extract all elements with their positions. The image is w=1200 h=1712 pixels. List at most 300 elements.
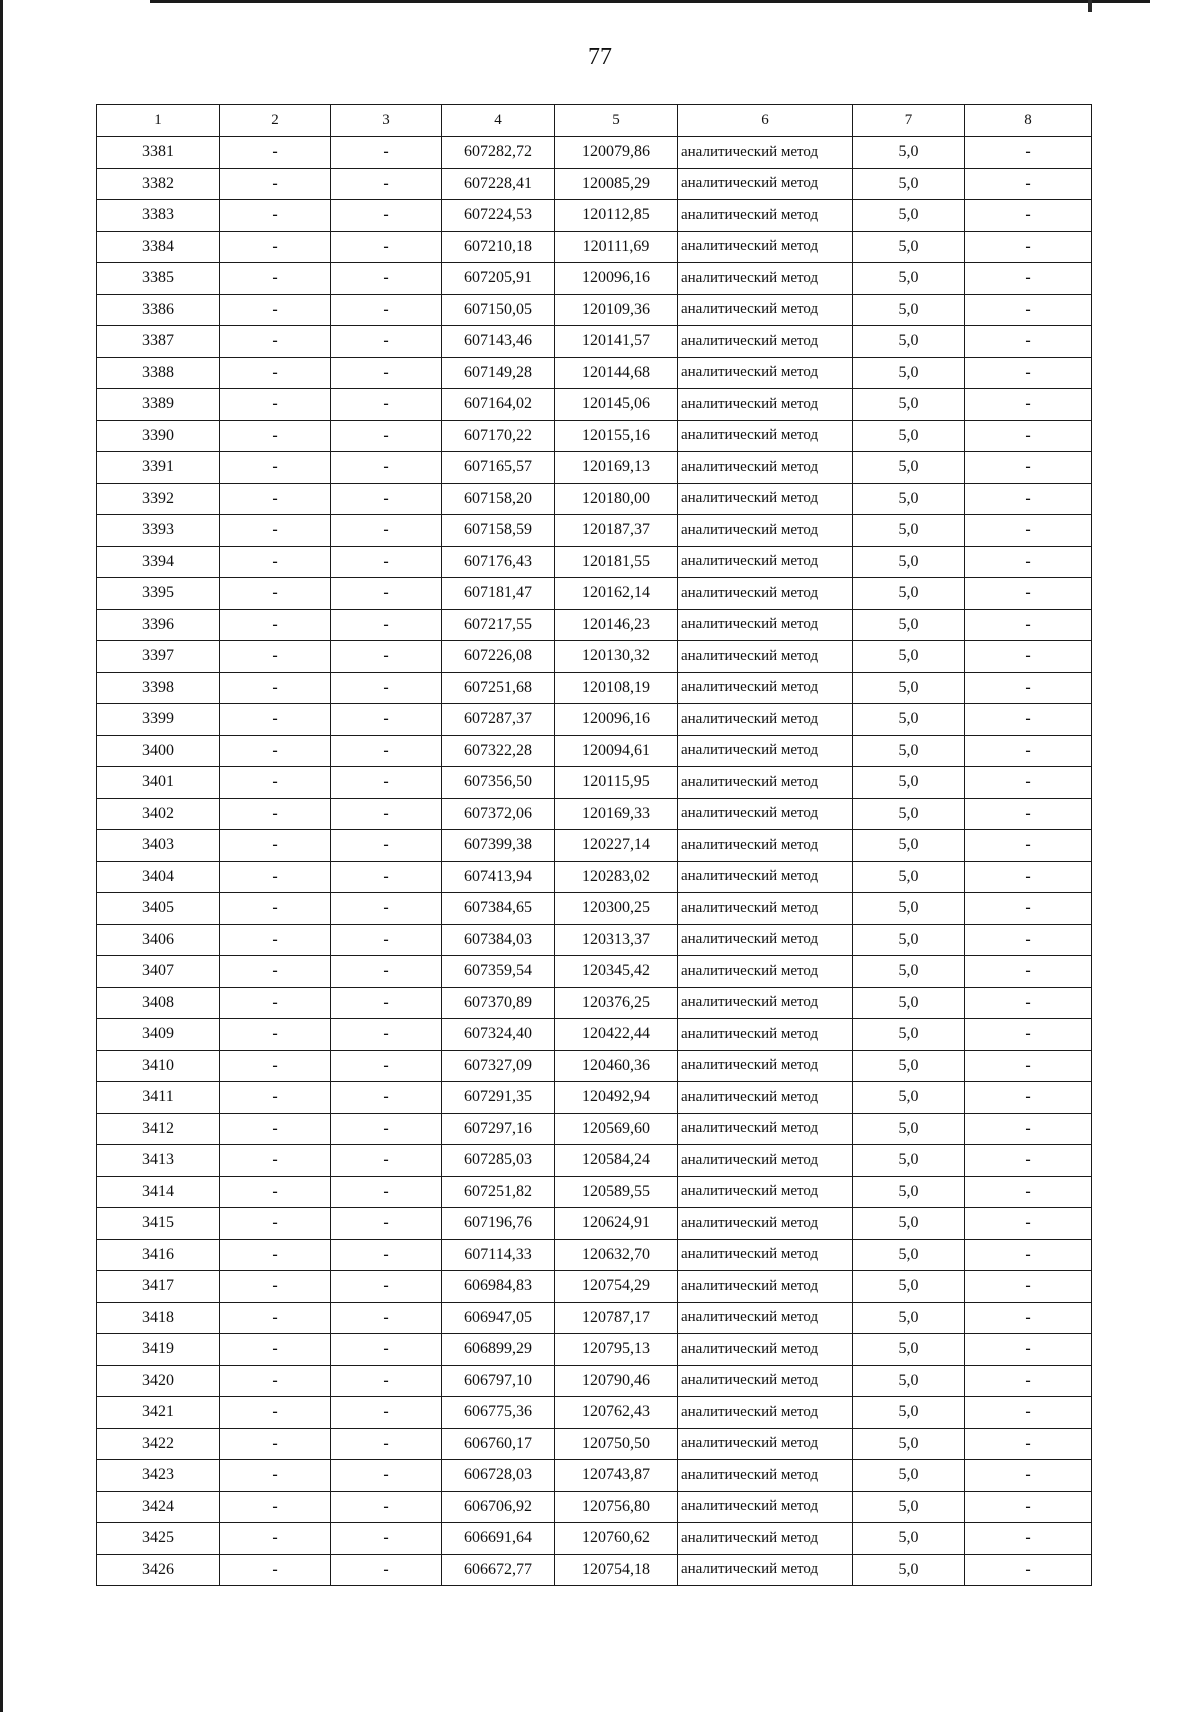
accuracy-cell: 5,0 [853,1019,965,1051]
x-coordinate-cell: 607384,65 [442,893,555,925]
point-number-cell: 3426 [97,1554,220,1586]
point-number-cell: 3384 [97,231,220,263]
method-cell: аналитический метод [678,357,853,389]
table-row [97,1145,1092,1177]
accuracy-cell: 5,0 [853,1460,965,1492]
method-cell: аналитический метод [678,168,853,200]
point-number-cell: 3421 [97,1397,220,1429]
accuracy-cell: 5,0 [853,1145,965,1177]
x-coordinate-cell: 607356,50 [442,767,555,799]
table-row [97,231,1092,263]
table-row [97,767,1092,799]
table-row [97,1176,1092,1208]
col8-cell: - [965,1491,1092,1523]
col2-cell: - [220,231,331,263]
col2-cell: - [220,1523,331,1555]
table-row [97,1554,1092,1586]
point-number-cell: 3392 [97,483,220,515]
x-coordinate-cell: 607399,38 [442,830,555,862]
method-cell: аналитический метод [678,452,853,484]
col2-cell: - [220,1176,331,1208]
x-coordinate-cell: 607170,22 [442,420,555,452]
y-coordinate-cell: 120141,57 [555,326,678,358]
col3-cell: - [331,1239,442,1271]
method-cell: аналитический метод [678,1491,853,1523]
point-number-cell: 3395 [97,578,220,610]
col3-cell: - [331,956,442,988]
col2-cell: - [220,1019,331,1051]
col8-cell: - [965,609,1092,641]
col2-cell: - [220,515,331,547]
y-coordinate-cell: 120632,70 [555,1239,678,1271]
x-coordinate-cell: 607224,53 [442,200,555,232]
col2-cell: - [220,1365,331,1397]
col3-cell: - [331,200,442,232]
col8-cell: - [965,263,1092,295]
col8-cell: - [965,389,1092,421]
x-coordinate-cell: 607210,18 [442,231,555,263]
col8-cell: - [965,1082,1092,1114]
point-number-cell: 3396 [97,609,220,641]
accuracy-cell: 5,0 [853,263,965,295]
col3-cell: - [331,168,442,200]
y-coordinate-cell: 120079,86 [555,137,678,169]
col3-cell: - [331,1019,442,1051]
col8-cell: - [965,861,1092,893]
col2-cell: - [220,326,331,358]
col3-cell: - [331,357,442,389]
point-number-cell: 3387 [97,326,220,358]
table-row [97,483,1092,515]
method-cell: аналитический метод [678,389,853,421]
x-coordinate-cell: 607228,41 [442,168,555,200]
x-coordinate-cell: 607297,16 [442,1113,555,1145]
accuracy-cell: 5,0 [853,1271,965,1303]
col2-cell: - [220,452,331,484]
method-cell: аналитический метод [678,1554,853,1586]
col8-cell: - [965,1019,1092,1051]
x-coordinate-cell: 607324,40 [442,1019,555,1051]
method-cell: аналитический метод [678,704,853,736]
col8-cell: - [965,1113,1092,1145]
method-cell: аналитический метод [678,924,853,956]
col3-cell: - [331,1208,442,1240]
x-coordinate-cell: 607226,08 [442,641,555,673]
col3-cell: - [331,294,442,326]
y-coordinate-cell: 120181,55 [555,546,678,578]
table-row [97,672,1092,704]
method-cell: аналитический метод [678,1019,853,1051]
col3-cell: - [331,1113,442,1145]
col2-cell: - [220,357,331,389]
col3-cell: - [331,609,442,641]
table-header-row [97,105,1092,137]
point-number-cell: 3391 [97,452,220,484]
y-coordinate-cell: 120108,19 [555,672,678,704]
method-cell: аналитический метод [678,1145,853,1177]
y-coordinate-cell: 120146,23 [555,609,678,641]
y-coordinate-cell: 120589,55 [555,1176,678,1208]
col3-cell: - [331,704,442,736]
col8-cell: - [965,1239,1092,1271]
accuracy-cell: 5,0 [853,1208,965,1240]
point-number-cell: 3416 [97,1239,220,1271]
x-coordinate-cell: 607158,59 [442,515,555,547]
method-cell: аналитический метод [678,861,853,893]
y-coordinate-cell: 120795,13 [555,1334,678,1366]
col3-cell: - [331,263,442,295]
accuracy-cell: 5,0 [853,704,965,736]
point-number-cell: 3424 [97,1491,220,1523]
table-row [97,326,1092,358]
method-cell: аналитический метод [678,1428,853,1460]
table-row [97,956,1092,988]
y-coordinate-cell: 120760,62 [555,1523,678,1555]
col2-cell: - [220,1334,331,1366]
table-row [97,861,1092,893]
col3-cell: - [331,893,442,925]
col2-cell: - [220,798,331,830]
point-number-cell: 3412 [97,1113,220,1145]
y-coordinate-cell: 120145,06 [555,389,678,421]
table-row [97,263,1092,295]
col2-cell: - [220,389,331,421]
x-coordinate-cell: 607372,06 [442,798,555,830]
table-row [97,1334,1092,1366]
col2-cell: - [220,420,331,452]
col8-cell: - [965,1176,1092,1208]
x-coordinate-cell: 607322,28 [442,735,555,767]
col8-cell: - [965,798,1092,830]
x-coordinate-cell: 606691,64 [442,1523,555,1555]
col3-cell: - [331,1428,442,1460]
point-number-cell: 3417 [97,1271,220,1303]
x-coordinate-cell: 607181,47 [442,578,555,610]
table-row [97,1302,1092,1334]
point-number-cell: 3381 [97,137,220,169]
col3-cell: - [331,1554,442,1586]
column-header: 1 [97,105,220,137]
col2-cell: - [220,987,331,1019]
col2-cell: - [220,200,331,232]
x-coordinate-cell: 607282,72 [442,137,555,169]
x-coordinate-cell: 606760,17 [442,1428,555,1460]
y-coordinate-cell: 120754,18 [555,1554,678,1586]
accuracy-cell: 5,0 [853,609,965,641]
accuracy-cell: 5,0 [853,830,965,862]
col8-cell: - [965,420,1092,452]
col8-cell: - [965,1271,1092,1303]
method-cell: аналитический метод [678,1271,853,1303]
col2-cell: - [220,672,331,704]
table-row [97,609,1092,641]
x-coordinate-cell: 607196,76 [442,1208,555,1240]
col3-cell: - [331,1050,442,1082]
point-number-cell: 3406 [97,924,220,956]
point-number-cell: 3403 [97,830,220,862]
table-row [97,704,1092,736]
point-number-cell: 3413 [97,1145,220,1177]
point-number-cell: 3410 [97,1050,220,1082]
col3-cell: - [331,1365,442,1397]
y-coordinate-cell: 120109,36 [555,294,678,326]
col3-cell: - [331,672,442,704]
col3-cell: - [331,1460,442,1492]
accuracy-cell: 5,0 [853,672,965,704]
col3-cell: - [331,326,442,358]
x-coordinate-cell: 607114,33 [442,1239,555,1271]
column-header: 3 [331,105,442,137]
accuracy-cell: 5,0 [853,389,965,421]
col3-cell: - [331,1491,442,1523]
y-coordinate-cell: 120460,36 [555,1050,678,1082]
table-row [97,546,1092,578]
method-cell: аналитический метод [678,1050,853,1082]
method-cell: аналитический метод [678,1460,853,1492]
col2-cell: - [220,641,331,673]
table-row [97,1397,1092,1429]
page-number: 77 [588,44,612,70]
accuracy-cell: 5,0 [853,1397,965,1429]
col8-cell: - [965,200,1092,232]
method-cell: аналитический метод [678,137,853,169]
x-coordinate-cell: 607370,89 [442,987,555,1019]
point-number-cell: 3408 [97,987,220,1019]
point-number-cell: 3400 [97,735,220,767]
col8-cell: - [965,578,1092,610]
col3-cell: - [331,830,442,862]
accuracy-cell: 5,0 [853,1365,965,1397]
col3-cell: - [331,987,442,1019]
accuracy-cell: 5,0 [853,1554,965,1586]
method-cell: аналитический метод [678,546,853,578]
x-coordinate-cell: 606947,05 [442,1302,555,1334]
point-number-cell: 3402 [97,798,220,830]
y-coordinate-cell: 120762,43 [555,1397,678,1429]
col8-cell: - [965,483,1092,515]
col3-cell: - [331,1082,442,1114]
point-number-cell: 3404 [97,861,220,893]
point-number-cell: 3399 [97,704,220,736]
accuracy-cell: 5,0 [853,483,965,515]
col3-cell: - [331,1523,442,1555]
y-coordinate-cell: 120283,02 [555,861,678,893]
column-header: 2 [220,105,331,137]
col2-cell: - [220,1050,331,1082]
col2-cell: - [220,767,331,799]
table-row [97,830,1092,862]
table-row [97,357,1092,389]
method-cell: аналитический метод [678,798,853,830]
x-coordinate-cell: 607149,28 [442,357,555,389]
col8-cell: - [965,767,1092,799]
table-row [97,137,1092,169]
point-number-cell: 3382 [97,168,220,200]
accuracy-cell: 5,0 [853,1302,965,1334]
accuracy-cell: 5,0 [853,326,965,358]
y-coordinate-cell: 120155,16 [555,420,678,452]
page-corner-mark [1088,0,1092,12]
col8-cell: - [965,546,1092,578]
x-coordinate-cell: 606706,92 [442,1491,555,1523]
col2-cell: - [220,168,331,200]
col8-cell: - [965,704,1092,736]
col2-cell: - [220,735,331,767]
method-cell: аналитический метод [678,1365,853,1397]
col8-cell: - [965,924,1092,956]
x-coordinate-cell: 606728,03 [442,1460,555,1492]
x-coordinate-cell: 607158,20 [442,483,555,515]
col2-cell: - [220,1082,331,1114]
table-row [97,1082,1092,1114]
method-cell: аналитический метод [678,735,853,767]
accuracy-cell: 5,0 [853,294,965,326]
x-coordinate-cell: 607143,46 [442,326,555,358]
col2-cell: - [220,1491,331,1523]
y-coordinate-cell: 120756,80 [555,1491,678,1523]
point-number-cell: 3397 [97,641,220,673]
x-coordinate-cell: 606899,29 [442,1334,555,1366]
col3-cell: - [331,1302,442,1334]
accuracy-cell: 5,0 [853,735,965,767]
accuracy-cell: 5,0 [853,515,965,547]
x-coordinate-cell: 607384,03 [442,924,555,956]
col2-cell: - [220,546,331,578]
method-cell: аналитический метод [678,1082,853,1114]
col3-cell: - [331,641,442,673]
accuracy-cell: 5,0 [853,1113,965,1145]
col2-cell: - [220,861,331,893]
y-coordinate-cell: 120754,29 [555,1271,678,1303]
table-row [97,1239,1092,1271]
col8-cell: - [965,1050,1092,1082]
method-cell: аналитический метод [678,830,853,862]
y-coordinate-cell: 120112,85 [555,200,678,232]
method-cell: аналитический метод [678,956,853,988]
x-coordinate-cell: 606672,77 [442,1554,555,1586]
col3-cell: - [331,1271,442,1303]
col2-cell: - [220,483,331,515]
accuracy-cell: 5,0 [853,924,965,956]
col8-cell: - [965,1208,1092,1240]
point-number-cell: 3401 [97,767,220,799]
table-row [97,1460,1092,1492]
point-number-cell: 3409 [97,1019,220,1051]
table-row [97,987,1092,1019]
point-number-cell: 3414 [97,1176,220,1208]
col2-cell: - [220,830,331,862]
method-cell: аналитический метод [678,231,853,263]
col8-cell: - [965,1460,1092,1492]
col3-cell: - [331,1145,442,1177]
col2-cell: - [220,1208,331,1240]
col8-cell: - [965,987,1092,1019]
point-number-cell: 3394 [97,546,220,578]
y-coordinate-cell: 120492,94 [555,1082,678,1114]
col8-cell: - [965,1428,1092,1460]
accuracy-cell: 5,0 [853,641,965,673]
y-coordinate-cell: 120569,60 [555,1113,678,1145]
col2-cell: - [220,704,331,736]
table-row [97,420,1092,452]
column-header: 4 [442,105,555,137]
table-row [97,735,1092,767]
y-coordinate-cell: 120376,25 [555,987,678,1019]
table-row [97,1523,1092,1555]
accuracy-cell: 5,0 [853,1176,965,1208]
y-coordinate-cell: 120300,25 [555,893,678,925]
col3-cell: - [331,1334,442,1366]
method-cell: аналитический метод [678,1397,853,1429]
y-coordinate-cell: 120115,95 [555,767,678,799]
point-number-cell: 3385 [97,263,220,295]
table-row [97,1271,1092,1303]
column-header: 6 [678,105,853,137]
x-coordinate-cell: 607413,94 [442,861,555,893]
accuracy-cell: 5,0 [853,452,965,484]
col8-cell: - [965,893,1092,925]
col2-cell: - [220,924,331,956]
point-number-cell: 3405 [97,893,220,925]
point-number-cell: 3386 [97,294,220,326]
method-cell: аналитический метод [678,1208,853,1240]
y-coordinate-cell: 120169,33 [555,798,678,830]
table-row [97,893,1092,925]
col8-cell: - [965,1302,1092,1334]
col3-cell: - [331,452,442,484]
col3-cell: - [331,798,442,830]
point-number-cell: 3393 [97,515,220,547]
col3-cell: - [331,231,442,263]
x-coordinate-cell: 607291,35 [442,1082,555,1114]
col2-cell: - [220,956,331,988]
point-number-cell: 3415 [97,1208,220,1240]
table-row [97,452,1092,484]
table-row [97,168,1092,200]
table-row [97,1019,1092,1051]
method-cell: аналитический метод [678,1523,853,1555]
col3-cell: - [331,420,442,452]
col8-cell: - [965,1145,1092,1177]
method-cell: аналитический метод [678,893,853,925]
col8-cell: - [965,956,1092,988]
accuracy-cell: 5,0 [853,200,965,232]
col3-cell: - [331,578,442,610]
col8-cell: - [965,168,1092,200]
method-cell: аналитический метод [678,515,853,547]
col8-cell: - [965,735,1092,767]
point-number-cell: 3388 [97,357,220,389]
y-coordinate-cell: 120584,24 [555,1145,678,1177]
table-row [97,389,1092,421]
method-cell: аналитический метод [678,263,853,295]
method-cell: аналитический метод [678,1302,853,1334]
x-coordinate-cell: 606797,10 [442,1365,555,1397]
method-cell: аналитический метод [678,1334,853,1366]
column-header: 5 [555,105,678,137]
point-number-cell: 3390 [97,420,220,452]
x-coordinate-cell: 606775,36 [442,1397,555,1429]
col8-cell: - [965,1365,1092,1397]
point-number-cell: 3425 [97,1523,220,1555]
x-coordinate-cell: 607359,54 [442,956,555,988]
table-body [97,137,1092,1586]
coordinates-table [96,104,1092,1586]
y-coordinate-cell: 120345,42 [555,956,678,988]
col3-cell: - [331,767,442,799]
accuracy-cell: 5,0 [853,357,965,389]
method-cell: аналитический метод [678,200,853,232]
